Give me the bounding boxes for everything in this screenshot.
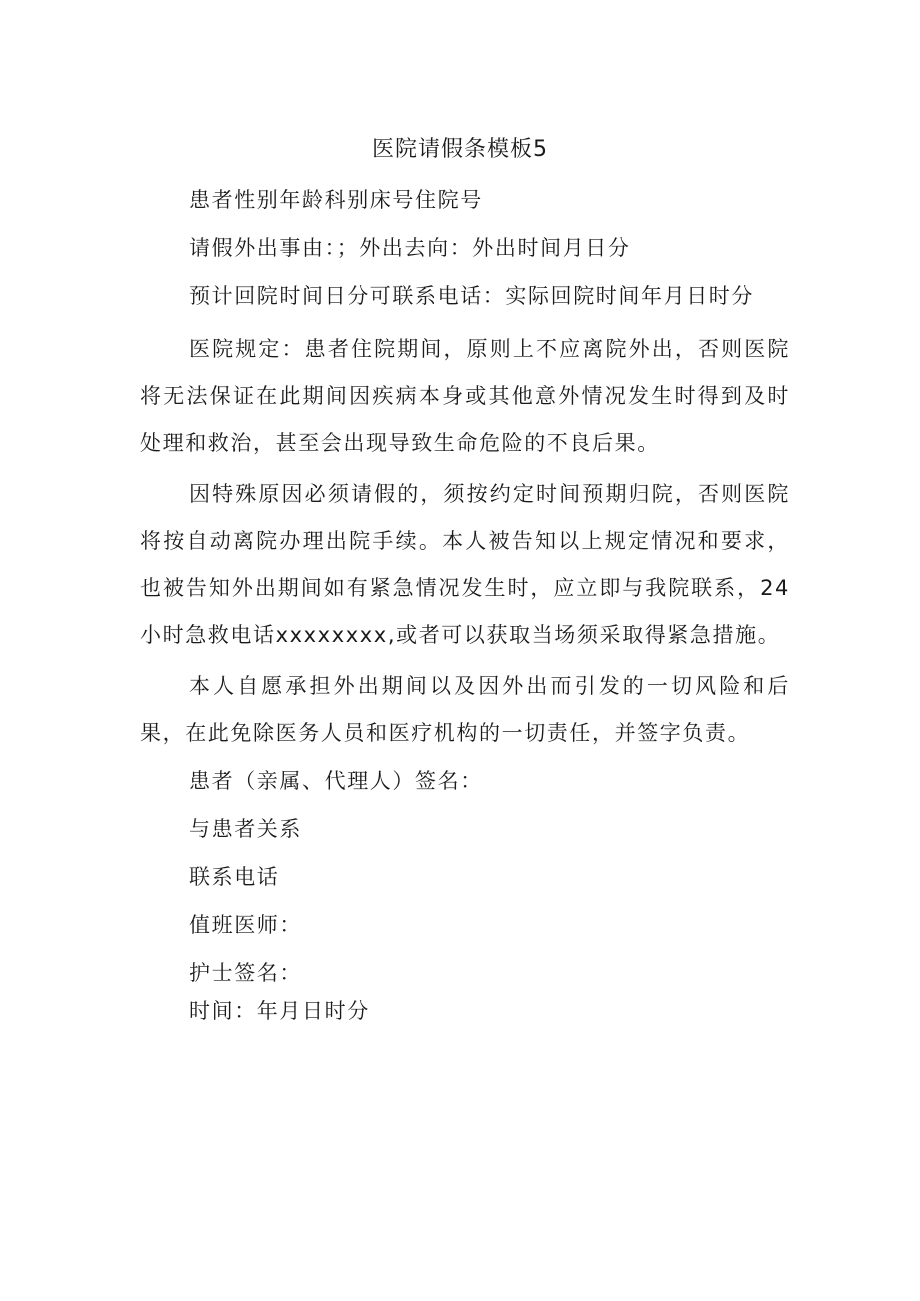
nurse-signature-line: 护士签名： <box>189 961 302 985</box>
time-line: 时间：年月日时分 <box>189 999 370 1023</box>
document-title: 医院请假条模板5 <box>372 137 548 162</box>
special-leave-paragraph: 因特殊原因必须请假的，须按约定时间预期归院，否则医院将按自动离院办理出院手续。本人被告知以上规定情况和要求，也被告知外出期间如有紧急情况发生时，应立即与我院联系，24小时急救电话xxxxxxxx,或者可以获取当场须采取得紧急措施。 <box>140 482 790 647</box>
document-body <box>140 182 790 1041</box>
relationship-line: 与患者关系 <box>189 817 302 841</box>
return-time-line: 预计回院时间日分可联系电话：实际回院时间年月日时分 <box>189 284 754 308</box>
leave-reason-line: 请假外出事由：；外出去向：外出时间月日分 <box>189 236 631 260</box>
patient-info-line: 患者性别年龄科别床号住院号 <box>189 188 483 212</box>
liability-paragraph: 本人自愿承担外出期间以及因外出而引发的一切风险和后果，在此免除医务人员和医疗机构的一切责任，并签字负责。 <box>140 674 790 745</box>
patient-signature-line: 患者（亲属、代理人）签名： <box>189 769 483 793</box>
hospital-rules-paragraph: 医院规定：患者住院期间，原则上不应离院外出，否则医院将无法保证在此期间因疾病本身或其他意外情况发生时得到及时处理和救治，甚至会出现导致生命危险的不良后果。 <box>140 337 790 455</box>
contact-phone-line: 联系电话 <box>189 865 280 889</box>
doctor-on-duty-line: 值班医师： <box>189 913 302 937</box>
